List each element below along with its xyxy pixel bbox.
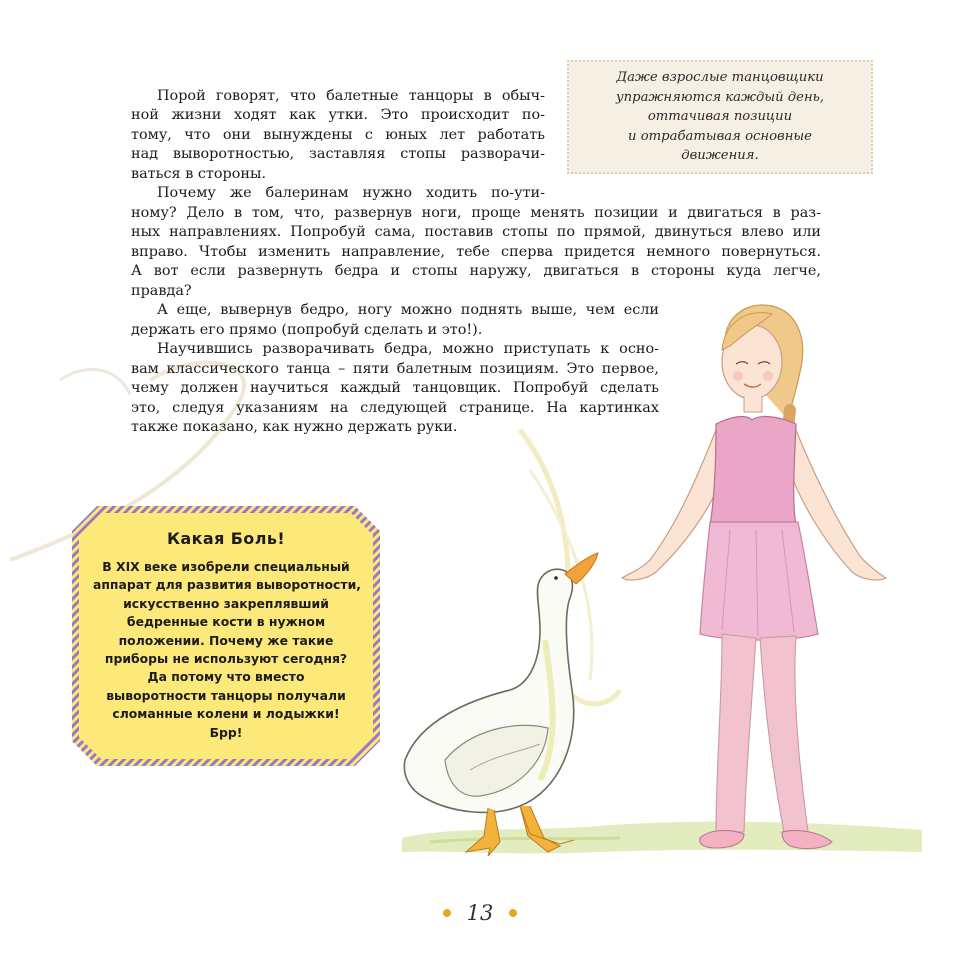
- text-line: это, следуя указаниям на следующей странице. На картинках: [131, 400, 659, 416]
- text-line: А еще, вывернув бедро, ногу можно поднять выше, чем если: [157, 302, 659, 318]
- info-line: В XIX веке изобрели специальный: [102, 559, 350, 574]
- text-line: ному? Дело в том, что, развернув ноги, проще менять позиции и двигаться в раз-: [131, 205, 821, 221]
- info-line: Брр!: [209, 724, 243, 740]
- info-line: положении. Почему же такие: [118, 632, 334, 648]
- text-line: чему должен научиться каждый танцовщик. Попробуй сделать: [131, 380, 659, 396]
- text-line: держать его прямо (попробуй сделать и это!).: [131, 322, 483, 338]
- text-line: тому, что они вынуждены с юных лет работать: [131, 127, 545, 143]
- text-line: вам классического танца – пяти балетным позициям. Это первое,: [131, 361, 659, 377]
- info-line: искусственно закреплявший: [123, 595, 329, 611]
- ballerina-illustration: [622, 305, 886, 849]
- text-line: Порой говорят, что балетные танцоры в обыч-: [157, 88, 545, 104]
- quote-line: Даже взрослые танцовщики: [616, 70, 824, 86]
- info-line: Да потому что вместо: [147, 669, 305, 685]
- text-line: над выворотностью, заставляя стопы разворачи-: [131, 146, 545, 162]
- info-line: аппарат для развития выворотности,: [93, 577, 361, 593]
- page-number: [420, 898, 540, 928]
- info-line: приборы не используют сегодня?: [104, 651, 348, 667]
- orange-dot-icon: [443, 909, 451, 917]
- info-box-title: Какая Боль!: [166, 529, 286, 548]
- text-line: А вот если развернуть бедра и стопы наружу, двигаться в стороны куда легче,: [131, 263, 821, 279]
- duck-illustration: [404, 553, 598, 856]
- text-line: ных направлениях. Попробуй сама, поставив стопы по прямой, двинуться влево или: [131, 224, 821, 240]
- quote-line: упражняются каждый день,: [615, 89, 824, 105]
- text-line: Научившись разворачивать бедра, можно приступать к осно-: [157, 341, 659, 357]
- page-number-text: 13: [466, 901, 494, 925]
- text-line: также показано, как нужно держать руки.: [131, 419, 458, 435]
- text-line: вправо. Чтобы изменить направление, тебе сперва придется немного повернуться.: [131, 244, 821, 260]
- orange-dot-icon: [509, 909, 517, 917]
- info-line: выворотности танцоры получали: [106, 687, 346, 703]
- quote-line: оттачивая позиции: [647, 109, 793, 125]
- text-line: Почему же балеринам нужно ходить по-ути-: [157, 185, 545, 201]
- quote-line: и отрабатывая основные: [628, 128, 812, 144]
- info-line: бедренные кости в нужном: [126, 614, 326, 630]
- text-line: ваться в стороны.: [131, 166, 267, 182]
- text-line: правда?: [131, 283, 192, 299]
- quote-line: движения.: [681, 148, 759, 164]
- info-line: сломанные колени и лодыжки!: [112, 706, 340, 722]
- text-line: ной жизни ходят как утки. Это происходит по-: [131, 107, 545, 123]
